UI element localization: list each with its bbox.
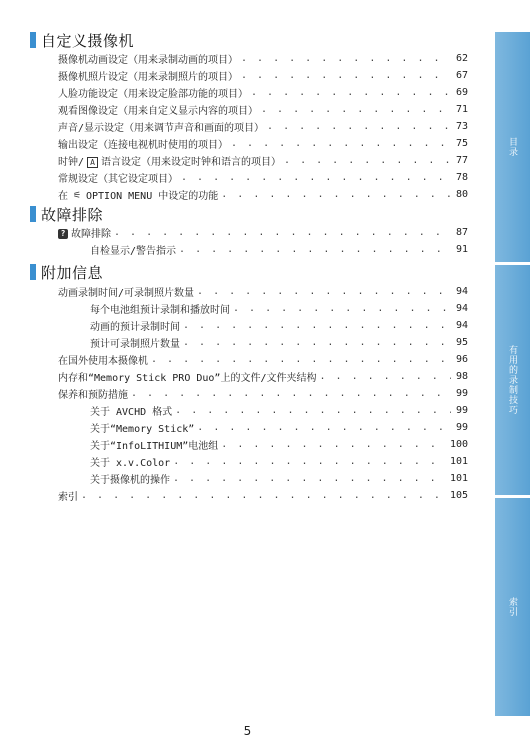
toc-page: 67: [455, 70, 468, 81]
toc-row[interactable]: [58, 135, 468, 152]
toc-row[interactable]: [58, 67, 468, 84]
toc-row[interactable]: [58, 169, 468, 186]
toc-label: 内存和“Memory Stick PRO Duo”上的文件/文件夹结构: [58, 373, 317, 384]
toc-label: 关于“Memory Stick”: [90, 424, 195, 435]
toc-label: 保养和预防措施: [58, 390, 128, 401]
toc-label: 人脸功能设定（用来设定脸部功能的项目）: [58, 89, 248, 100]
page-number: 5: [243, 724, 252, 738]
toc-page: 80: [455, 189, 468, 200]
toc-row[interactable]: [90, 300, 468, 317]
toc-page: 62: [455, 53, 468, 64]
toc-row[interactable]: [58, 118, 468, 135]
toc-label: OPTION MENU 中设定的功能: [86, 191, 219, 202]
toc-row[interactable]: [58, 487, 468, 504]
clock-icon: A: [87, 157, 98, 168]
toc-label: 摄像机动画设定（用来录制动画的项目）: [58, 55, 238, 66]
toc-label: 预计可录制照片数量: [90, 339, 180, 350]
toc-row[interactable]: [58, 368, 468, 385]
toc-label: 输出设定（连接电视机时使用的项目）: [58, 140, 228, 151]
toc-page: 77: [455, 155, 468, 166]
toc-page: 75: [455, 138, 468, 149]
toc-row[interactable]: [90, 241, 468, 258]
toc-page: 99: [455, 388, 468, 399]
sidebar-nav: [495, 0, 530, 753]
toc-page: 105: [449, 490, 468, 501]
toc-page: 98: [455, 371, 468, 382]
toc-label: 声音/显示设定（用来调节声音和画面的项目）: [58, 123, 265, 134]
toc-page: 95: [455, 337, 468, 348]
toc-label: 关于 AVCHD 格式: [90, 407, 173, 418]
toc-page: 87: [455, 227, 468, 238]
section-marker: [30, 264, 36, 280]
toc-row[interactable]: [58, 101, 468, 118]
toc-row[interactable]: [58, 186, 468, 203]
tab-label: 目录: [507, 137, 517, 157]
toc-row[interactable]: [90, 317, 468, 334]
toc-label-prefix: 时钟/: [58, 157, 85, 168]
toc-page: 101: [449, 473, 468, 484]
section-title: 故障排除: [41, 205, 104, 224]
toc-label: 索引: [58, 492, 78, 503]
tab-index[interactable]: [495, 498, 530, 716]
tab-contents[interactable]: [495, 32, 530, 262]
tab-recording-tips[interactable]: [495, 265, 530, 495]
toc-label: 关于 x.v.Color: [90, 458, 171, 469]
toc-label: 故障排除: [71, 229, 111, 240]
toc-row[interactable]: [58, 224, 468, 241]
option-menu-icon: ⚟: [72, 191, 82, 201]
toc-label: 观看图像设定（用来自定义显示内容的项目）: [58, 106, 258, 117]
toc-label: 动画的预计录制时间: [90, 322, 180, 333]
toc-page: 96: [455, 354, 468, 365]
section-header-troubleshooting: [30, 204, 103, 224]
section-header-additional-info: [30, 262, 103, 282]
toc-page: 101: [449, 456, 468, 467]
toc-row[interactable]: [58, 152, 468, 169]
toc-page: 73: [455, 121, 468, 132]
section-title: 自定义摄像机: [41, 31, 135, 50]
toc-page: 71: [455, 104, 468, 115]
toc-row[interactable]: [90, 453, 468, 470]
tab-label: 索引: [507, 597, 517, 617]
toc-page: 99: [455, 422, 468, 433]
toc-label: 关于“InfoLITHIUM”电池组: [90, 441, 219, 452]
toc-page: 94: [455, 303, 468, 314]
section-title: 附加信息: [41, 263, 104, 282]
toc-row[interactable]: [90, 436, 468, 453]
toc-row[interactable]: [58, 84, 468, 101]
toc-label: 每个电池组预计录制和播放时间: [90, 305, 230, 316]
toc-label: 在国外使用本摄像机: [58, 356, 148, 367]
toc-row[interactable]: [90, 419, 468, 436]
toc-label-prefix: 在: [58, 191, 68, 202]
toc-row[interactable]: [58, 385, 468, 402]
section-header-customize: [30, 30, 134, 50]
toc-label: 语言设定（用来设定时钟和语言的项目）: [101, 157, 282, 168]
toc-page: 91: [455, 244, 468, 255]
toc-label: 常规设定（其它设定项目）: [58, 174, 178, 185]
toc-row[interactable]: [58, 283, 468, 300]
toc-label: 摄像机照片设定（用来录制照片的项目）: [58, 72, 238, 83]
toc-row[interactable]: [90, 402, 468, 419]
toc-label: 关于摄像机的操作: [90, 475, 170, 486]
toc-label: 自检显示/警告指示: [90, 246, 177, 257]
toc-row[interactable]: [58, 351, 468, 368]
toc-row[interactable]: [58, 50, 468, 67]
section-marker: [30, 32, 36, 48]
help-icon: ?: [58, 229, 68, 239]
toc-page: 94: [455, 320, 468, 331]
toc-page: 99: [455, 405, 468, 416]
toc-page: 100: [449, 439, 468, 450]
toc-label: 动画录制时间/可录制照片数量: [58, 288, 195, 299]
toc-row[interactable]: [90, 334, 468, 351]
section-marker: [30, 206, 36, 222]
toc-page: 94: [455, 286, 468, 297]
toc-row[interactable]: [90, 470, 468, 487]
toc-page: 78: [455, 172, 468, 183]
tab-label: 有用的录制技巧: [507, 345, 517, 415]
toc-page: 69: [455, 87, 468, 98]
